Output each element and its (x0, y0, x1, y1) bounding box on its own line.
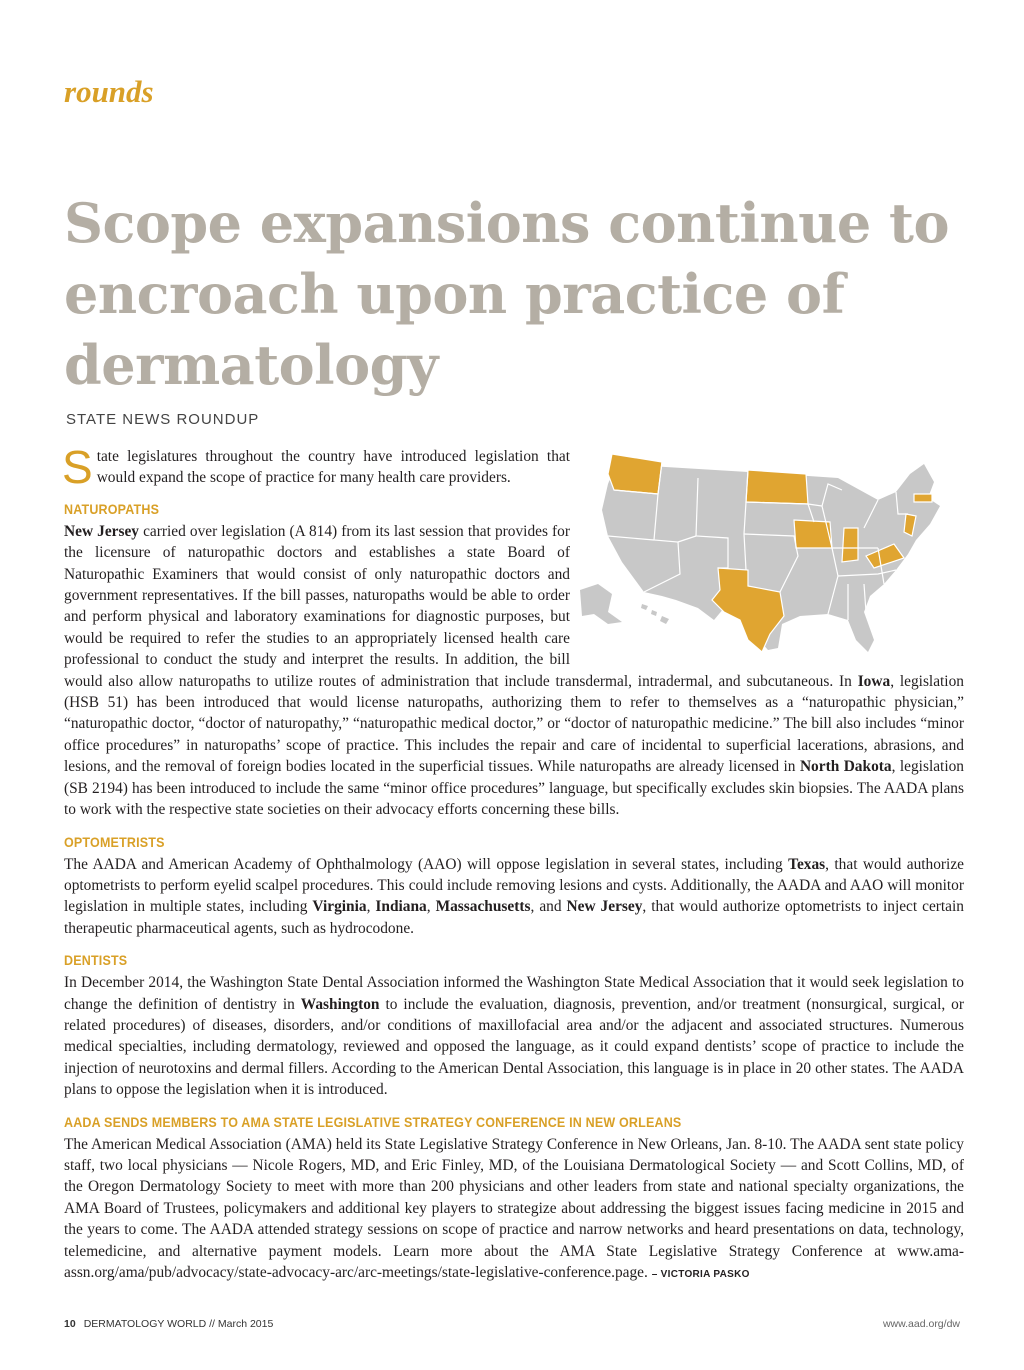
state-massachusetts (914, 494, 932, 502)
byline: – VICTORIA PASKO (651, 1269, 750, 1280)
section-tag: rounds (64, 74, 154, 109)
heading-conference: AADA SENDS MEMBERS TO AMA STATE LEGISLATIVE STRATEGY CONFERENCE IN NEW ORLEANS (64, 1114, 682, 1130)
article-body (62, 441, 965, 1285)
state-name: New Jersey (566, 898, 643, 916)
page-number: 10 (64, 1318, 76, 1330)
drop-cap: S (62, 441, 93, 493)
optometrists-paragraph: The AADA and American Academy of Ophthalmology (AAO) will oppose legislation in several states, including Texas, that would authorize optometrists to perform eyelid scalpel procedures. This could include removing lesions and cysts. Additionally, the AADA and AAO will monitor legislation in multiple states, including Virginia, Indiana, Massachusetts, and New Jersey, that would authorize optometrists to inject certain therapeutic pharmaceutical agents, such as hydrocodone. (64, 855, 964, 937)
conference-paragraph: The American Medical Association (AMA) held its State Legislative Strategy Conference in New Orleans, Jan. 8-10. The AADA sent state policy staff, two local physicians — Nicole Rogers, MD, and Eric Finley, MD, of the Louisiana Dermatological Society — and Scott Collins, MD, of the Oregon Dermatology Society to meet with more than 200 physicians and other leaders from state and national specialty organizations, the AMA Board of Trustees, policymakers and additional key players to strategize about addressing the biggest issues facing medicine in 2015 and the years to come. The AADA attended strategy sessions on scope of practice and narrow networks and heard presentations on data, technology, telemedicine, and alternative payment models. Learn more about the AMA State Legislative Strategy Conference at www.ama-assn.org/ama/pub/advocacy/state-advocacy-arc/arc-meetings/state-legislative-conference.page. – VICTORIA PASKO (64, 1135, 964, 1281)
heading-naturopaths: NATUROPATHS (64, 501, 160, 517)
naturopaths-paragraph: New Jersey carried over legislation (A 814) from its last session that provides for the licensure of naturopathic doctors and establishes a state Board of Naturopathic Examiners that would consist of only naturopathic doctors and government representatives. If the bill passes, naturopaths would be able to order and perform physical and laboratory examinations for diagnostic purposes, but would be required to refer the studies to an appropriately licensed health care professional to conduct the study and interpret the results. In addition, the bill would also allow naturopaths to utilize routes of administration that include transdermal, intradermal, and subcutaneous. In Iowa, legislation (HSB 51) has been introduced that would license naturopaths, authorizing them to refer to themselves as a “naturopathic physician,” “naturopathic doctor, “doctor of naturopathy,” “naturopathic medical doctor,” or “doctor of naturopathic medicine.” The bill also includes “minor office procedures” in naturopaths’ scope of practice. This includes the repair and care of incidental to superficial lacerations, abrasions, and lesions, and the removal of foreign bodies located in the superficial tissues. While naturopaths are already licensed in North Dakota, legislation (SB 2194) has been introduced to include the same “minor office procedures” language, but specifically excludes skin biopsies. The AADA plans to work with the respective state societies on their advocacy efforts concerning these bills. (64, 522, 964, 819)
state-name: Texas (788, 855, 826, 873)
publication-name: DERMATOLOGY WORLD // March 2015 (83, 1318, 274, 1330)
us-map-graphic (578, 444, 970, 664)
state-north-dakota (746, 470, 808, 504)
state-name: Washington (300, 995, 380, 1013)
alaska-shape (580, 584, 622, 624)
state-name: New Jersey (64, 522, 140, 540)
heading-dentists: DENTISTS (64, 953, 128, 969)
state-name: North Dakota (799, 758, 892, 776)
state-indiana (842, 528, 858, 562)
heading-optometrists: OPTOMETRISTS (64, 834, 165, 850)
headline: Scope expansions continue to encroach upon practice of dermatology (64, 191, 950, 397)
dentists-paragraph: In December 2014, the Washington State Dental Association informed the Washington State Medical Association that it would seek legislation to change the definition of dentistry in Washington to include the evaluation, diagnosis, prevention, and/or treatment (nonsurgical, surgical, or related procedures) of diseases, disorders, and/or conditions of maxillofacial area and/or the adjacent and associated structures. Numerous medical specialties, including dermatology, reviewed and opposed the language, as it could expand dentists’ scope of practice to include the injection of neurotoxins and dermal fillers. According to the American Dental Association, this language is in place in 20 other states. The AADA plans to oppose the legislation when it is introduced. (64, 974, 965, 1099)
footer-url[interactable]: www.aad.org/dw (882, 1318, 960, 1330)
intro-text: tate legislatures throughout the country have introduced legislation that would expand the scope of practice for many health care providers. (96, 448, 570, 487)
state-name: Massachusetts (435, 898, 531, 916)
hawaii-shape (641, 604, 669, 624)
state-name: Iowa (857, 672, 891, 690)
state-name: Indiana (375, 898, 427, 916)
footer-left (64, 1318, 273, 1330)
state-washington (608, 454, 662, 494)
kicker: STATE NEWS ROUNDUP (66, 411, 260, 428)
state-name: Virginia (312, 898, 367, 916)
